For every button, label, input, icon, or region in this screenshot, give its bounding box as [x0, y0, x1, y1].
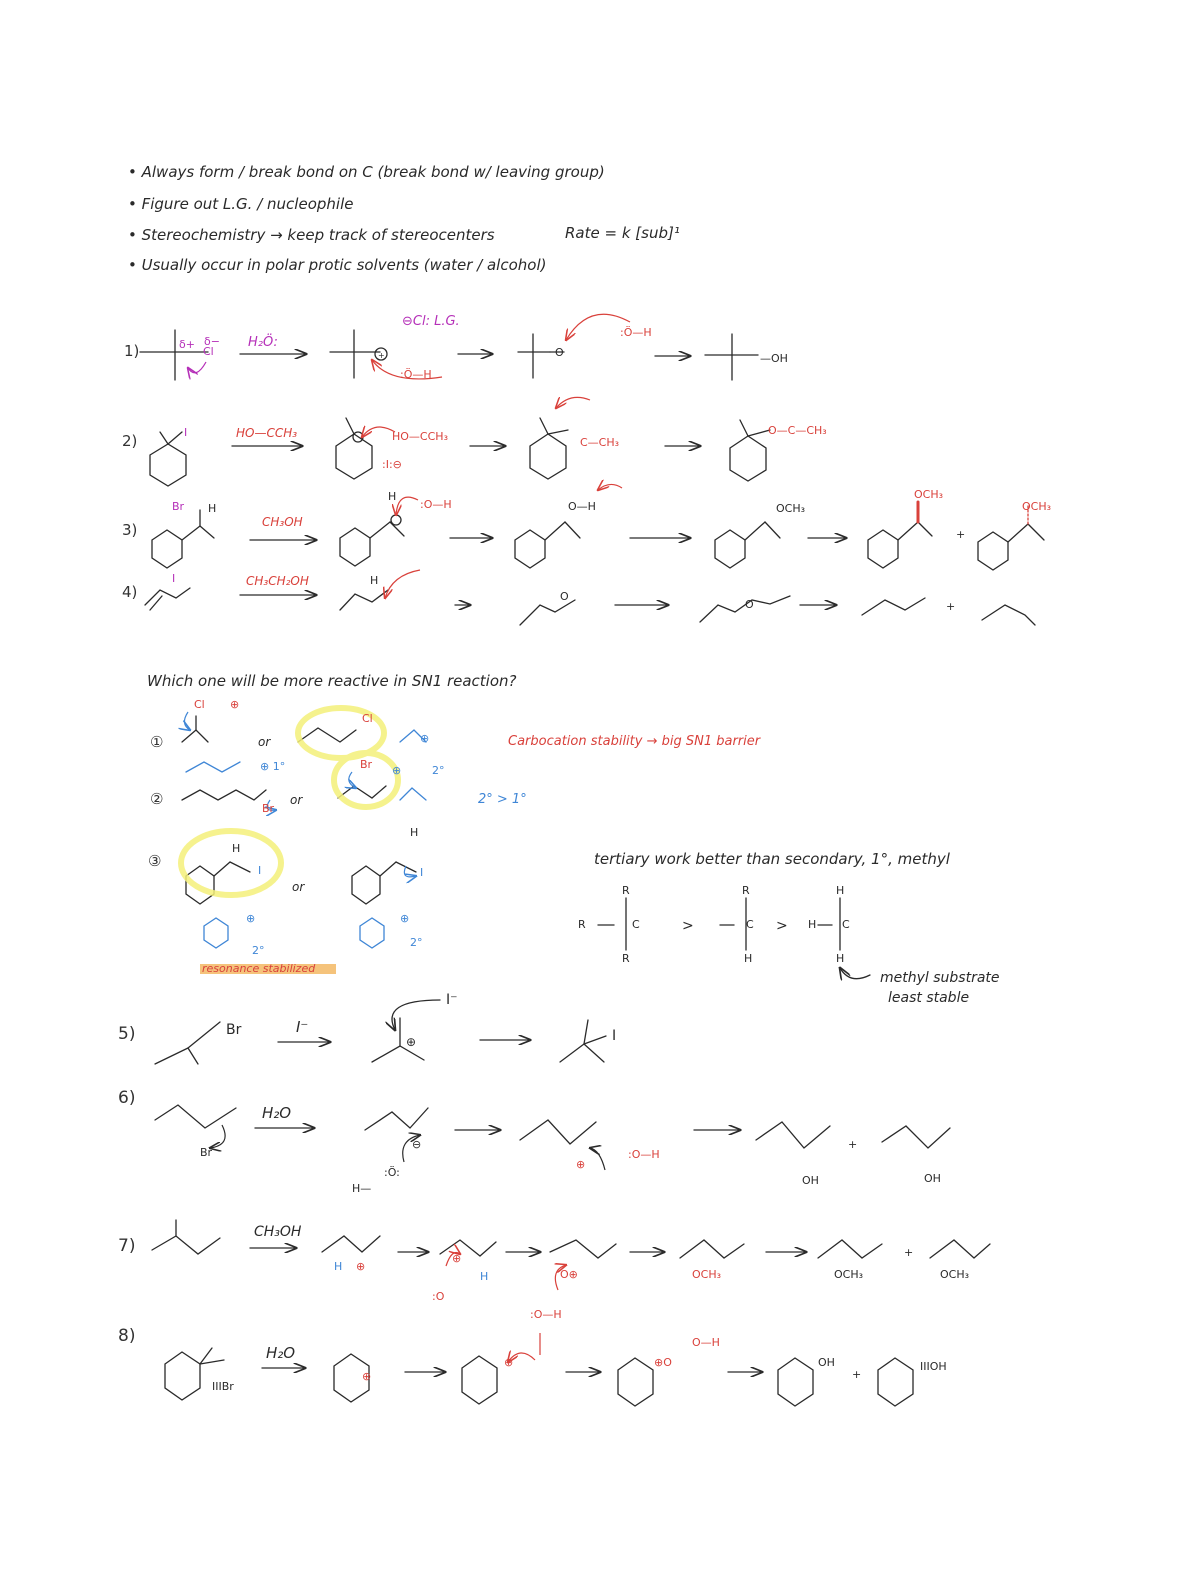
- svg-text:Cl: Cl: [362, 712, 373, 725]
- svg-text:C: C: [842, 918, 850, 931]
- svg-text:OCH₃: OCH₃: [692, 1268, 722, 1281]
- question-text: Which one will be more reactive in SN1 reaction?: [147, 672, 517, 690]
- svg-text::O—H: :O—H: [420, 498, 452, 511]
- svg-text:C: C: [746, 918, 754, 931]
- svg-text:OH: OH: [924, 1172, 941, 1185]
- svg-text:H—: H—: [352, 1182, 372, 1195]
- svg-text:⊕: ⊕: [362, 1370, 372, 1383]
- row8-intermediate: [462, 1356, 497, 1404]
- svg-text:⊕: ⊕: [356, 1260, 366, 1273]
- svg-text:Br: Br: [360, 758, 373, 771]
- note-bullet-3: • Stereochemistry → keep track of stereocenters: [128, 226, 495, 244]
- problem-number-5: 5): [118, 1024, 136, 1044]
- svg-text:OCH₃: OCH₃: [1022, 500, 1052, 513]
- problem-number-6: 6): [118, 1088, 136, 1108]
- note-bullet-4: • Usually occur in polar protic solvents (water / alcohol): [128, 256, 547, 274]
- svg-text:O: O: [560, 590, 569, 603]
- svg-text:+: +: [848, 1138, 858, 1151]
- row2-product: [730, 420, 770, 481]
- svg-text:H: H: [836, 884, 845, 897]
- problem-number-4: 4): [122, 583, 138, 601]
- svg-text::O: :O: [432, 1290, 445, 1303]
- svg-text:δ+: δ+: [179, 338, 195, 351]
- problem-number-7: 7): [118, 1236, 136, 1256]
- svg-text:⊕: ⊕: [392, 764, 402, 777]
- row7-reactant: [152, 1220, 220, 1254]
- svg-text:Br: Br: [226, 1022, 242, 1038]
- row2-intermediate: [530, 418, 568, 479]
- svg-text:OCH₃: OCH₃: [940, 1268, 970, 1281]
- row4-reactant: [145, 588, 190, 610]
- row6-intermediate: [520, 1120, 596, 1144]
- svg-text:Cl: Cl: [194, 698, 205, 711]
- svg-text:H: H: [232, 842, 241, 855]
- svg-text::Ö—H: :Ö—H: [400, 368, 432, 381]
- svg-text:+: +: [956, 528, 966, 541]
- svg-text:I: I: [184, 426, 188, 439]
- svg-text:+: +: [946, 600, 956, 613]
- methyl-note-1: methyl substrate: [880, 970, 1000, 986]
- svg-text:C: C: [632, 918, 640, 931]
- row7-intermediate: [550, 1240, 616, 1258]
- row7-hydride-shift: [440, 1240, 496, 1256]
- svg-text:OH: OH: [802, 1174, 819, 1187]
- svg-text:Br: Br: [200, 1146, 213, 1159]
- svg-text:R: R: [622, 884, 630, 897]
- svg-text:IIIOH: IIIOH: [920, 1360, 947, 1373]
- svg-text:O⊕: O⊕: [560, 1268, 578, 1281]
- reagent-1: H₂Ö:: [248, 335, 278, 350]
- reagent-4: CH₃CH₂OH: [246, 574, 309, 588]
- svg-text:H: H: [808, 918, 817, 931]
- row3-intermediate: [515, 522, 580, 568]
- svg-text:OH: OH: [818, 1356, 835, 1369]
- svg-text:HO—CCH₃: HO—CCH₃: [392, 430, 448, 443]
- problem-number-1: 1): [124, 342, 140, 360]
- leaving-group-note: ⊖Cl: L.G.: [402, 314, 460, 329]
- compare-number-3: ③: [148, 852, 162, 870]
- svg-text:I: I: [420, 866, 424, 879]
- row4-product-1: [862, 598, 925, 615]
- problem-number-8: 8): [118, 1326, 136, 1346]
- note-bullet-2: • Figure out L.G. / nucleophile: [128, 195, 354, 213]
- svg-text:H: H: [480, 1270, 489, 1283]
- methyl-note-2: least stable: [888, 990, 970, 1006]
- row6-reactant: [155, 1105, 236, 1128]
- row7-carbocation: [322, 1236, 380, 1252]
- svg-text:Cl: Cl: [203, 345, 214, 358]
- row2-reactant: [150, 432, 186, 486]
- svg-text:I: I: [258, 864, 262, 877]
- svg-text:⊕: ⊕: [576, 1158, 586, 1171]
- row8-product-1: [778, 1358, 813, 1406]
- svg-text:⊖: ⊖: [412, 1138, 422, 1151]
- svg-text:resonance stabilized: resonance stabilized: [202, 962, 316, 975]
- degree-note: 2° > 1°: [478, 792, 527, 807]
- svg-text::Ö—H: :Ö—H: [620, 326, 652, 339]
- row3-reactant: [152, 510, 214, 568]
- svg-text:2°: 2°: [252, 944, 265, 957]
- svg-text:H: H: [208, 502, 217, 515]
- svg-text:I⁻: I⁻: [446, 992, 458, 1008]
- compare3: [186, 862, 416, 948]
- svg-text:I: I: [612, 1028, 617, 1044]
- row7-ether: [680, 1240, 744, 1258]
- reagent-7: CH₃OH: [254, 1224, 302, 1240]
- svg-text:>: >: [682, 918, 694, 934]
- row5-carbocation: [372, 1000, 440, 1062]
- svg-text::I:⊖: :I:⊖: [382, 458, 402, 471]
- svg-text:Br: Br: [262, 802, 275, 815]
- svg-text:O—C—CH₃: O—C—CH₃: [768, 424, 827, 437]
- or-label-1: or: [258, 735, 271, 749]
- svg-text:⊕: ⊕: [504, 1356, 514, 1369]
- svg-text:O: O: [745, 598, 754, 611]
- row3-product-s: [978, 506, 1044, 570]
- svg-text:H: H: [410, 826, 419, 839]
- row6-carbocation: [365, 1108, 428, 1130]
- svg-text:O—H: O—H: [568, 500, 596, 513]
- svg-text:H: H: [370, 574, 379, 587]
- svg-text:H: H: [334, 1260, 343, 1273]
- compare-number-1: ①: [150, 733, 164, 751]
- svg-text:⊕: ⊕: [406, 1035, 417, 1049]
- svg-text:⊕: ⊕: [246, 912, 256, 925]
- svg-text::Ö:: :Ö:: [384, 1166, 400, 1179]
- svg-text:⊕: ⊕: [400, 912, 410, 925]
- svg-text:Br: Br: [172, 500, 185, 513]
- svg-text:R: R: [578, 918, 586, 931]
- svg-text:+: +: [852, 1368, 862, 1381]
- svg-text:⊕: ⊕: [420, 732, 430, 745]
- svg-text:δ−: δ−: [204, 335, 220, 348]
- row6-product-1: [756, 1122, 830, 1148]
- or-label-2: or: [290, 793, 303, 807]
- svg-text:OCH₃: OCH₃: [834, 1268, 864, 1281]
- row5-product: [560, 1020, 606, 1062]
- reagent-3: CH₃OH: [262, 515, 303, 529]
- problem-number-3: 3): [122, 521, 138, 539]
- svg-text:I: I: [172, 572, 176, 585]
- rate-law: Rate = k [sub]¹: [565, 224, 680, 242]
- svg-text::O—H: :O—H: [628, 1148, 660, 1161]
- svg-text:OCH₃: OCH₃: [914, 488, 944, 501]
- svg-text:⊕: ⊕: [230, 698, 240, 711]
- svg-text:H: H: [836, 952, 845, 965]
- row3-carbocation: [340, 515, 404, 566]
- or-label-3: or: [292, 880, 305, 894]
- row8-oxonium: [618, 1358, 653, 1406]
- svg-text:R: R: [742, 884, 750, 897]
- reagent-5: I⁻: [296, 1018, 309, 1036]
- row4-carbocation: [340, 590, 388, 610]
- svg-text:⊕ 1°: ⊕ 1°: [260, 760, 286, 773]
- problem-number-2: 2): [122, 432, 138, 450]
- svg-text:—OH: —OH: [760, 352, 788, 365]
- svg-text:IIIBr: IIIBr: [212, 1380, 234, 1393]
- svg-text:H: H: [744, 952, 753, 965]
- svg-text:2°: 2°: [432, 764, 445, 777]
- tertiary-note: tertiary work better than secondary, 1°, methyl: [594, 850, 950, 868]
- reagent-8: H₂O: [266, 1344, 296, 1362]
- stability-ranking: [598, 898, 870, 979]
- row5-reactant: [155, 1022, 220, 1064]
- svg-text:O—H: O—H: [692, 1336, 720, 1349]
- svg-text:+: +: [378, 351, 385, 360]
- svg-text:>: >: [776, 918, 788, 934]
- row4-intermediate: [520, 600, 575, 625]
- note-bullet-1: • Always form / break bond on C (break bond w/ leaving group): [128, 163, 605, 181]
- svg-text:⊕O: ⊕O: [654, 1356, 672, 1369]
- svg-text:H: H: [388, 490, 397, 503]
- svg-text:R: R: [622, 952, 630, 965]
- svg-text:O: O: [555, 346, 564, 359]
- row3-ether: [715, 522, 780, 568]
- row6-product-2: [882, 1126, 950, 1148]
- svg-text:+: +: [904, 1246, 914, 1259]
- carbocation-note: Carbocation stability → big SN1 barrier: [508, 734, 761, 749]
- reagent-6: H₂O: [262, 1104, 292, 1122]
- row7-product-1: [818, 1240, 882, 1258]
- row8-product-2: [878, 1358, 913, 1406]
- svg-text:2°: 2°: [410, 936, 423, 949]
- svg-text::O—H: :O—H: [530, 1308, 562, 1321]
- reagent-2: HO—CCH₃: [236, 426, 298, 440]
- row4-product-2: [982, 605, 1035, 625]
- row3-product-r: [868, 502, 932, 568]
- row7-product-2: [930, 1240, 990, 1258]
- row1-product: [705, 334, 758, 380]
- svg-text:⊕: ⊕: [452, 1252, 462, 1265]
- svg-text:C—CH₃: C—CH₃: [580, 436, 620, 449]
- compare-number-2: ②: [150, 790, 164, 808]
- row2-carbocation: [336, 418, 372, 479]
- svg-text:OCH₃: OCH₃: [776, 502, 806, 515]
